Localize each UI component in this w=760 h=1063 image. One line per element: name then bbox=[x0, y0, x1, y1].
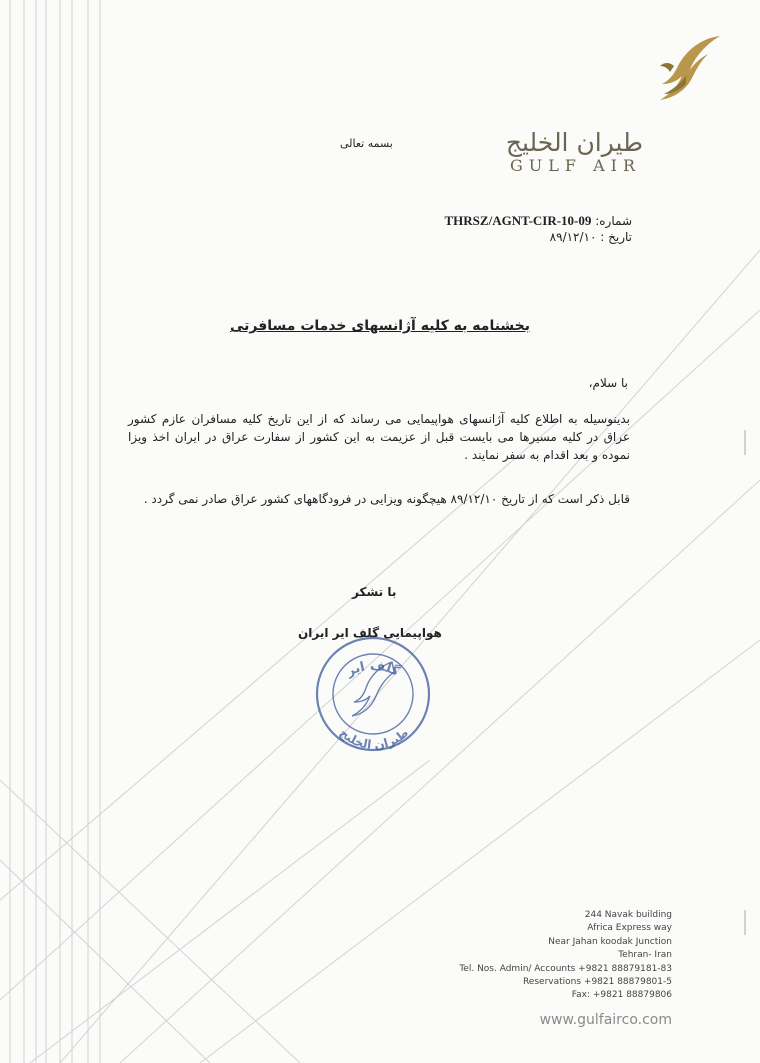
falcon-logo-icon bbox=[650, 32, 725, 107]
address-line: 244 Navak building bbox=[584, 910, 672, 920]
letter-paragraph-2: قابل ذکر است که از تاریخ ۸۹/۱۲/۱۰ هیچگونه ویزایی در فرودگاههای کشور عراق صادر نمی گردد . bbox=[143, 492, 630, 506]
svg-text:طیران الخلیج bbox=[337, 726, 411, 752]
letter-closing: با تشکر bbox=[352, 585, 397, 599]
reference-number-value: THRSZ/AGNT-CIR-10-09 bbox=[444, 213, 592, 228]
signature-name: هواپیمایی گلف ایر ایران bbox=[298, 626, 442, 640]
logo-arabic-text: طيران الخليج bbox=[505, 128, 643, 157]
gulf-air-logo bbox=[505, 28, 725, 175]
letter-subject: بخشنامه به کلیه آژانسهای خدمات مسافرتی bbox=[229, 318, 531, 334]
address-line: Tehran- Iran bbox=[618, 950, 672, 961]
reference-date-line bbox=[445, 229, 632, 245]
letter-paragraph-1: بدینوسیله به اطلاع کلیه آژانسهای هواپیمایی می رساند که از این تاریخ کلیه مسافران عازم کشور عراق در کلیه مسیرها می بایست قبل از عزیمت به این کشور از سفارت عراق در ایران اخذ ویزا نموده و بعد اقدام به سفر نمایند . bbox=[128, 412, 630, 462]
stamp-top-text: گلف ایر bbox=[344, 658, 402, 680]
letter-greeting: با سلام، bbox=[588, 376, 628, 390]
svg-text:گلف ایر bbox=[343, 659, 402, 681]
address-line: Tel. Nos. Admin/ Accounts +9821 88879181-83 bbox=[459, 963, 672, 974]
company-stamp bbox=[294, 632, 452, 752]
address-line: Near Jahan koodak Junction bbox=[548, 936, 672, 947]
reference-number-line bbox=[445, 213, 632, 229]
reference-date-value: ۸۹/۱۲/۱۰ bbox=[549, 230, 597, 244]
website-link[interactable]: www.gulfairco.com bbox=[539, 1012, 672, 1028]
reference-date-label: تاریخ : bbox=[600, 230, 632, 244]
address-line: Fax: +9821 88879806 bbox=[571, 990, 672, 1001]
footer-address bbox=[459, 909, 672, 1003]
stamp-bottom-text: طیران الخلیج bbox=[336, 725, 412, 752]
reference-block bbox=[445, 213, 632, 245]
address-line: Africa Express way bbox=[587, 923, 672, 934]
address-line: Reservations +9821 88879801-5 bbox=[522, 977, 672, 988]
invocation: بسمه تعالی bbox=[340, 137, 393, 150]
logo-latin-text: GULF AIR bbox=[510, 156, 641, 175]
reference-number-label: شماره: bbox=[595, 214, 632, 228]
